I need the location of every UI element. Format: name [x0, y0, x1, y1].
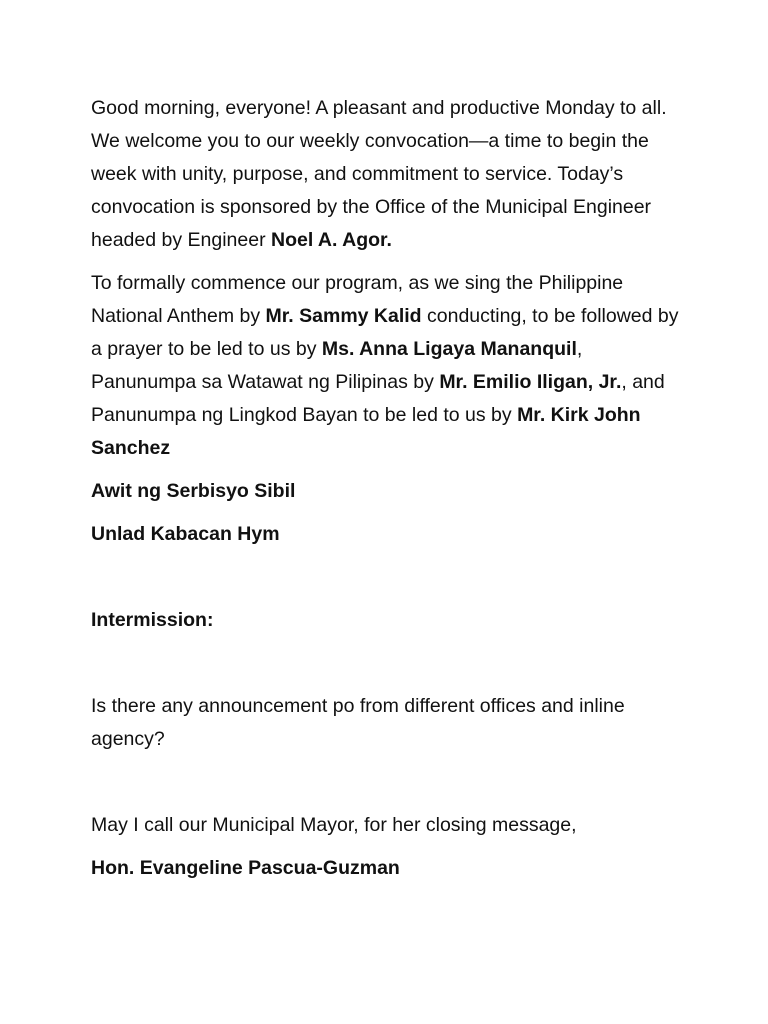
welcome-paragraph [91, 92, 691, 257]
song-civil-service-text: Awit ng Serbisyo Sibil [91, 480, 296, 502]
engineer-name: Noel A. Agor. [270, 229, 392, 251]
song-civil-service [91, 475, 691, 508]
prayer-leader-name: Ms. Anna Ligaya Mananquil [321, 338, 577, 360]
welcome-text: Good morning, everyone! A pleasant and productive Monday to all. We welcome you to our weekly convocation—a time to begin the week with unity, purpose, and commitment to service. Today’s convocation is sponsored by the Office of the Municipal Engineer headed by Engineer [91, 97, 667, 251]
program-text-1: To formally commence our program, as we sing the Philippine National Anthem by [91, 272, 624, 327]
program-text-3: , Panunumpa sa Watawat ng Pilipinas by [91, 338, 583, 393]
program-paragraph [91, 267, 691, 465]
civil-oath-leader-name: Mr. Kirk John Sanchez [91, 404, 641, 459]
mayor-name-text: Hon. Evangeline Pascua-Guzman [91, 857, 400, 879]
document-page [91, 92, 691, 885]
program-text-2: conducting, to be followed by a prayer to be led to us by [91, 305, 679, 360]
song-kabacan-hymn-text: Unlad Kabacan Hym [91, 523, 280, 545]
song-kabacan-hymn [91, 518, 691, 551]
mayor-name [91, 852, 691, 885]
mayor-call-paragraph: May I call our Municipal Mayor, for her closing message, [91, 814, 577, 836]
flag-oath-leader-name: Mr. Emilio Iligan, Jr. [439, 371, 622, 393]
program-text-4: , and Panunumpa ng Lingkod Bayan to be led to us by [91, 371, 665, 426]
intermission-text: Intermission: [91, 609, 214, 631]
anthem-conductor-name: Mr. Sammy Kalid [265, 305, 422, 327]
intermission-heading [91, 604, 691, 637]
announcement-paragraph: Is there any announcement po from different offices and inline agency? [91, 695, 625, 750]
